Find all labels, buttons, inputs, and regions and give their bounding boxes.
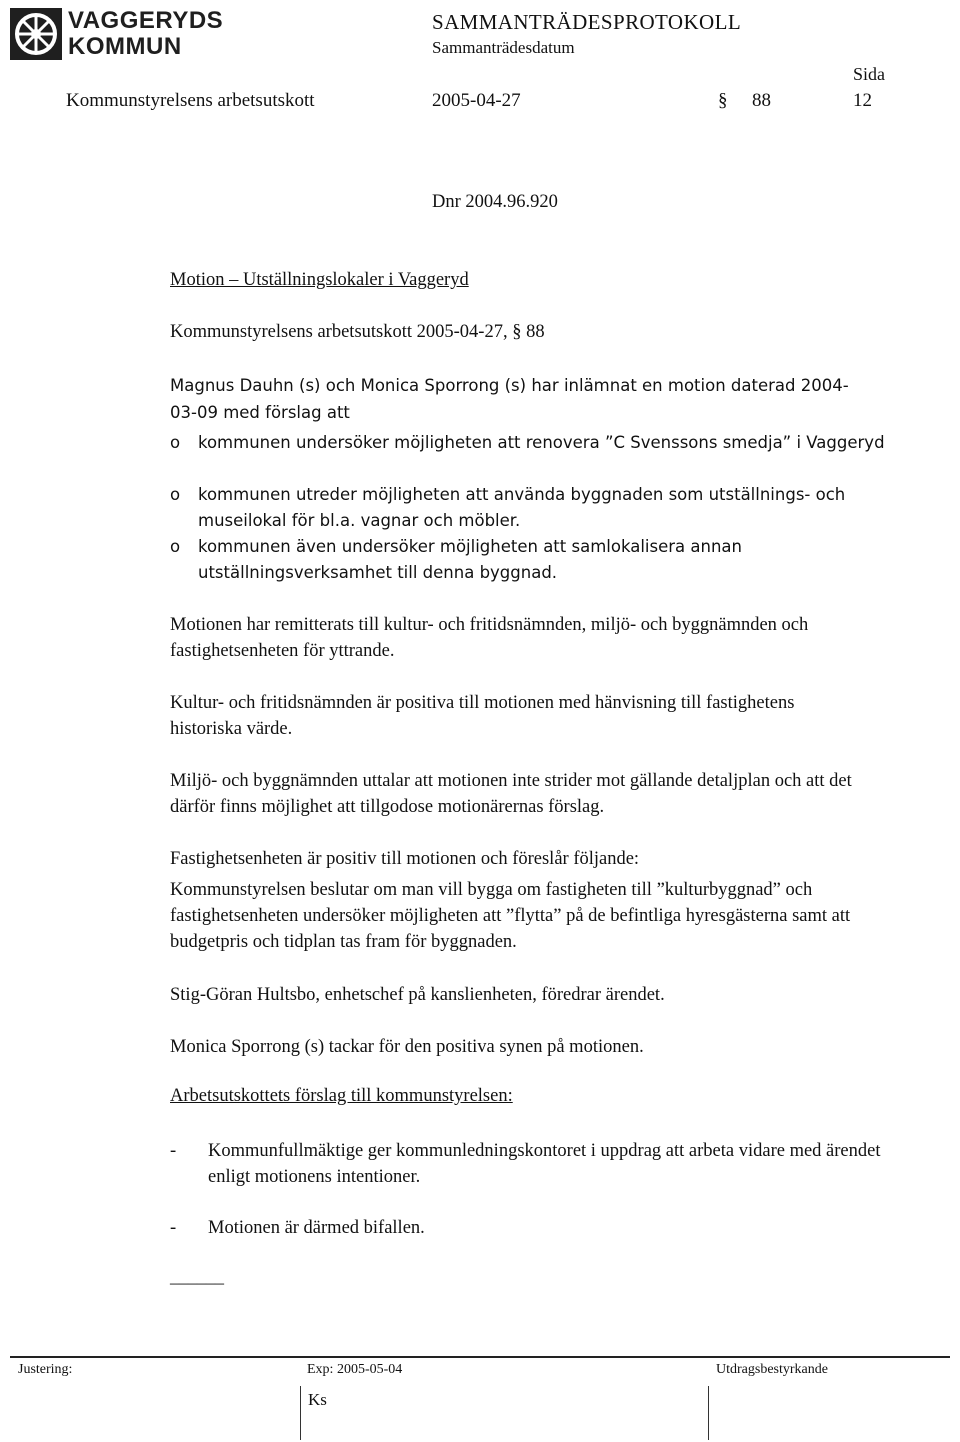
bullet-text: kommunen även undersöker möjligheten att samlokalisera annan utställningsverksamhet till denna byggnad. [198,537,742,582]
miljo-paragraph: Miljö- och byggnämnden uttalar att motionen inte strider mot gällande detaljplan och att det därför finns möjlighet att tillgodose motionärernas förslag. [170,771,852,817]
thanks-paragraph: Monica Sporrong (s) tackar för den positiva synen på motionen. [170,1037,644,1057]
vaggeryd-kommun-logo [10,6,225,62]
reference-line: Kommunstyrelsens arbetsutskott 2005-04-27, § 88 [170,322,545,342]
municipal-wheel-icon [10,8,62,60]
list-item [170,1215,900,1241]
footer-expedition: Exp: 2005-05-04 [307,1362,403,1377]
paragraph-symbol: § [718,90,728,111]
diary-number: Dnr 2004.96.920 [432,192,558,212]
document-type-title: SAMMANTRÄDESPROTOKOLL [432,10,742,34]
footer-separator [708,1386,709,1440]
logo-wordmark: VAGGERYDS KOMMUN [68,7,224,60]
bullet-marker: o [170,537,181,556]
footer-divider [10,1356,950,1358]
list-item [170,1138,900,1190]
presenter-paragraph: Stig-Göran Hultsbo, enhetschef på kanslienheten, föredrar ärendet. [170,985,665,1005]
committee-name: Kommunstyrelsens arbetsutskott [66,90,315,111]
remiss-paragraph: Motionen har remitterats till kultur- och fritidsnämnden, miljö- och byggnämnden och fastighetsenheten för yttrande. [170,615,809,661]
bullet-text: kommunen undersöker möjligheten att renovera ”C Svenssons smedja” i Vaggeryd [198,433,885,452]
page-number: 12 [853,90,872,111]
kultur-paragraph: Kultur- och fritidsnämnden är positiva till motionen med hänvisning till fastighetens historiska värde. [170,693,795,739]
footer-utdrag: Utdragsbestyrkande [716,1362,828,1377]
intro-paragraph: Magnus Dauhn (s) och Monica Sporrong (s) har inlämnat en motion daterad 2004-03-09 med förslag att [170,376,849,422]
bullet-marker: o [170,433,181,452]
meeting-date: 2005-04-27 [432,90,521,111]
bullet-text: kommunen utreder möjligheten att använda byggnaden som utställnings- och museilokal för bl.a. vagnar och möbler. [198,485,846,530]
fastighet-paragraph: Fastighetsenheten är positiv till motionen och föreslår följande: [170,849,640,869]
dash-marker: - [170,1141,177,1161]
proposal-paragraph: Kommunstyrelsen beslutar om man vill bygga om fastigheten till ”kulturbyggnad” och fastighetsenheten undersöker möjligheten att ”flytta” på de befintliga hyresgästerna samt att budgetpris och tidplan tas fram för byggnaden. [170,880,851,952]
footer-ks: Ks [308,1390,327,1409]
dash-marker: - [170,1218,177,1238]
end-mark: ______ [170,1266,224,1286]
proposal-heading: Arbetsutskottets förslag till kommunstyrelsen: [170,1086,513,1106]
proposal-text: Kommunfullmäktige ger kommunledningskontoret i uppdrag att arbeta vidare med ärendet enligt motionens intentioner. [208,1141,881,1187]
bullet-marker: o [170,485,181,504]
motion-heading: Motion – Utställningslokaler i Vaggeryd [170,270,469,290]
proposal-text: Motionen är därmed bifallen. [208,1218,425,1238]
meeting-date-label: Sammanträdesdatum [432,38,575,57]
page-label: Sida [853,64,886,84]
paragraph-number: 88 [752,90,771,111]
footer-justering: Justering: [18,1362,73,1377]
footer-separator [300,1386,301,1440]
